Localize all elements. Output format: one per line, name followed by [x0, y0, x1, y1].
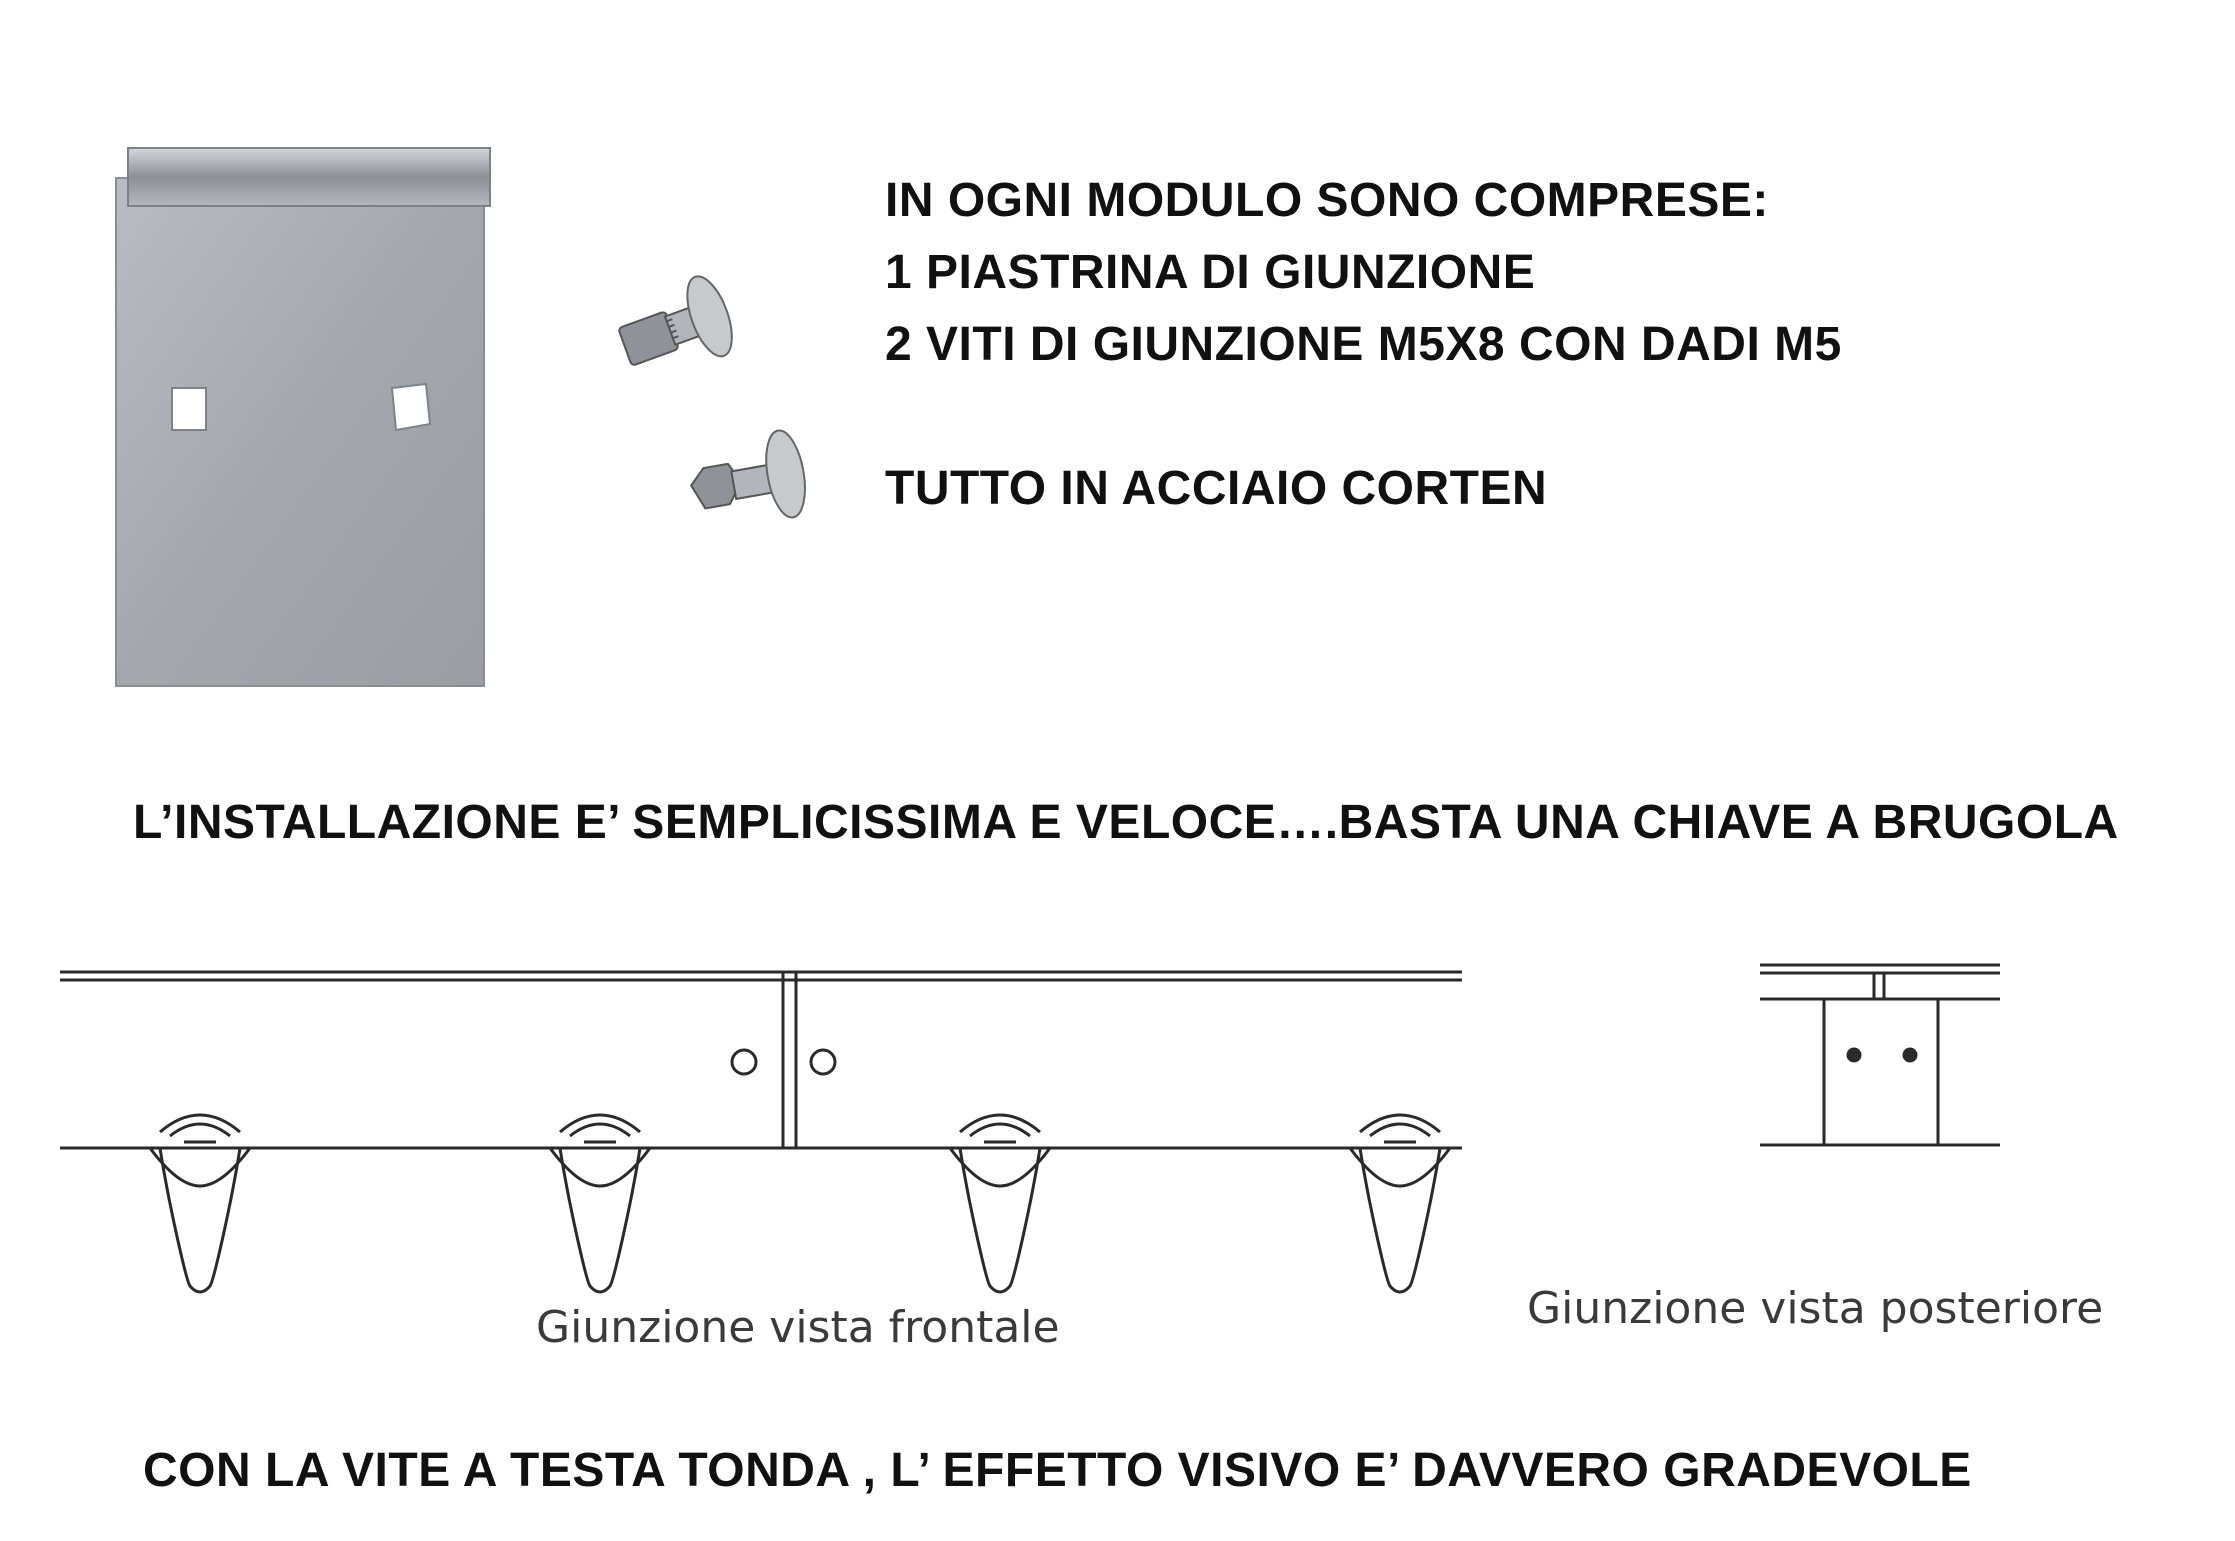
info-line-screws: 2 VITI DI GIUNZIONE M5X8 CON DADI M5	[885, 318, 1842, 371]
joining-plate-image	[108, 138, 498, 698]
included-items-list	[885, 165, 1842, 525]
screw-bottom-image	[672, 420, 832, 550]
info-line-spacer	[885, 381, 1842, 453]
info-line-title: IN OGNI MODULO SONO COMPRESE:	[885, 174, 1769, 227]
info-line-material: TUTTO IN ACCIAIO CORTEN	[885, 462, 1548, 515]
front-view-diagram	[0, 950, 1480, 1310]
installation-text: L’INSTALLAZIONE E’ SEMPLICISSIMA E VELOCE….BASTA UNA CHIAVE A BRUGOLA	[133, 796, 2119, 849]
front-view-caption: Giunzione vista frontale	[536, 1302, 1060, 1353]
screw-top-image	[592, 265, 752, 395]
rear-view-caption: Giunzione vista posteriore	[1527, 1283, 2104, 1334]
rear-view-diagram	[1750, 955, 2010, 1155]
info-line-plate: 1 PIASTRINA DI GIUNZIONE	[885, 246, 1536, 299]
footer-text: CON LA VITE A TESTA TONDA , L’ EFFETTO VISIVO E’ DAVVERO GRADEVOLE	[143, 1444, 1972, 1497]
